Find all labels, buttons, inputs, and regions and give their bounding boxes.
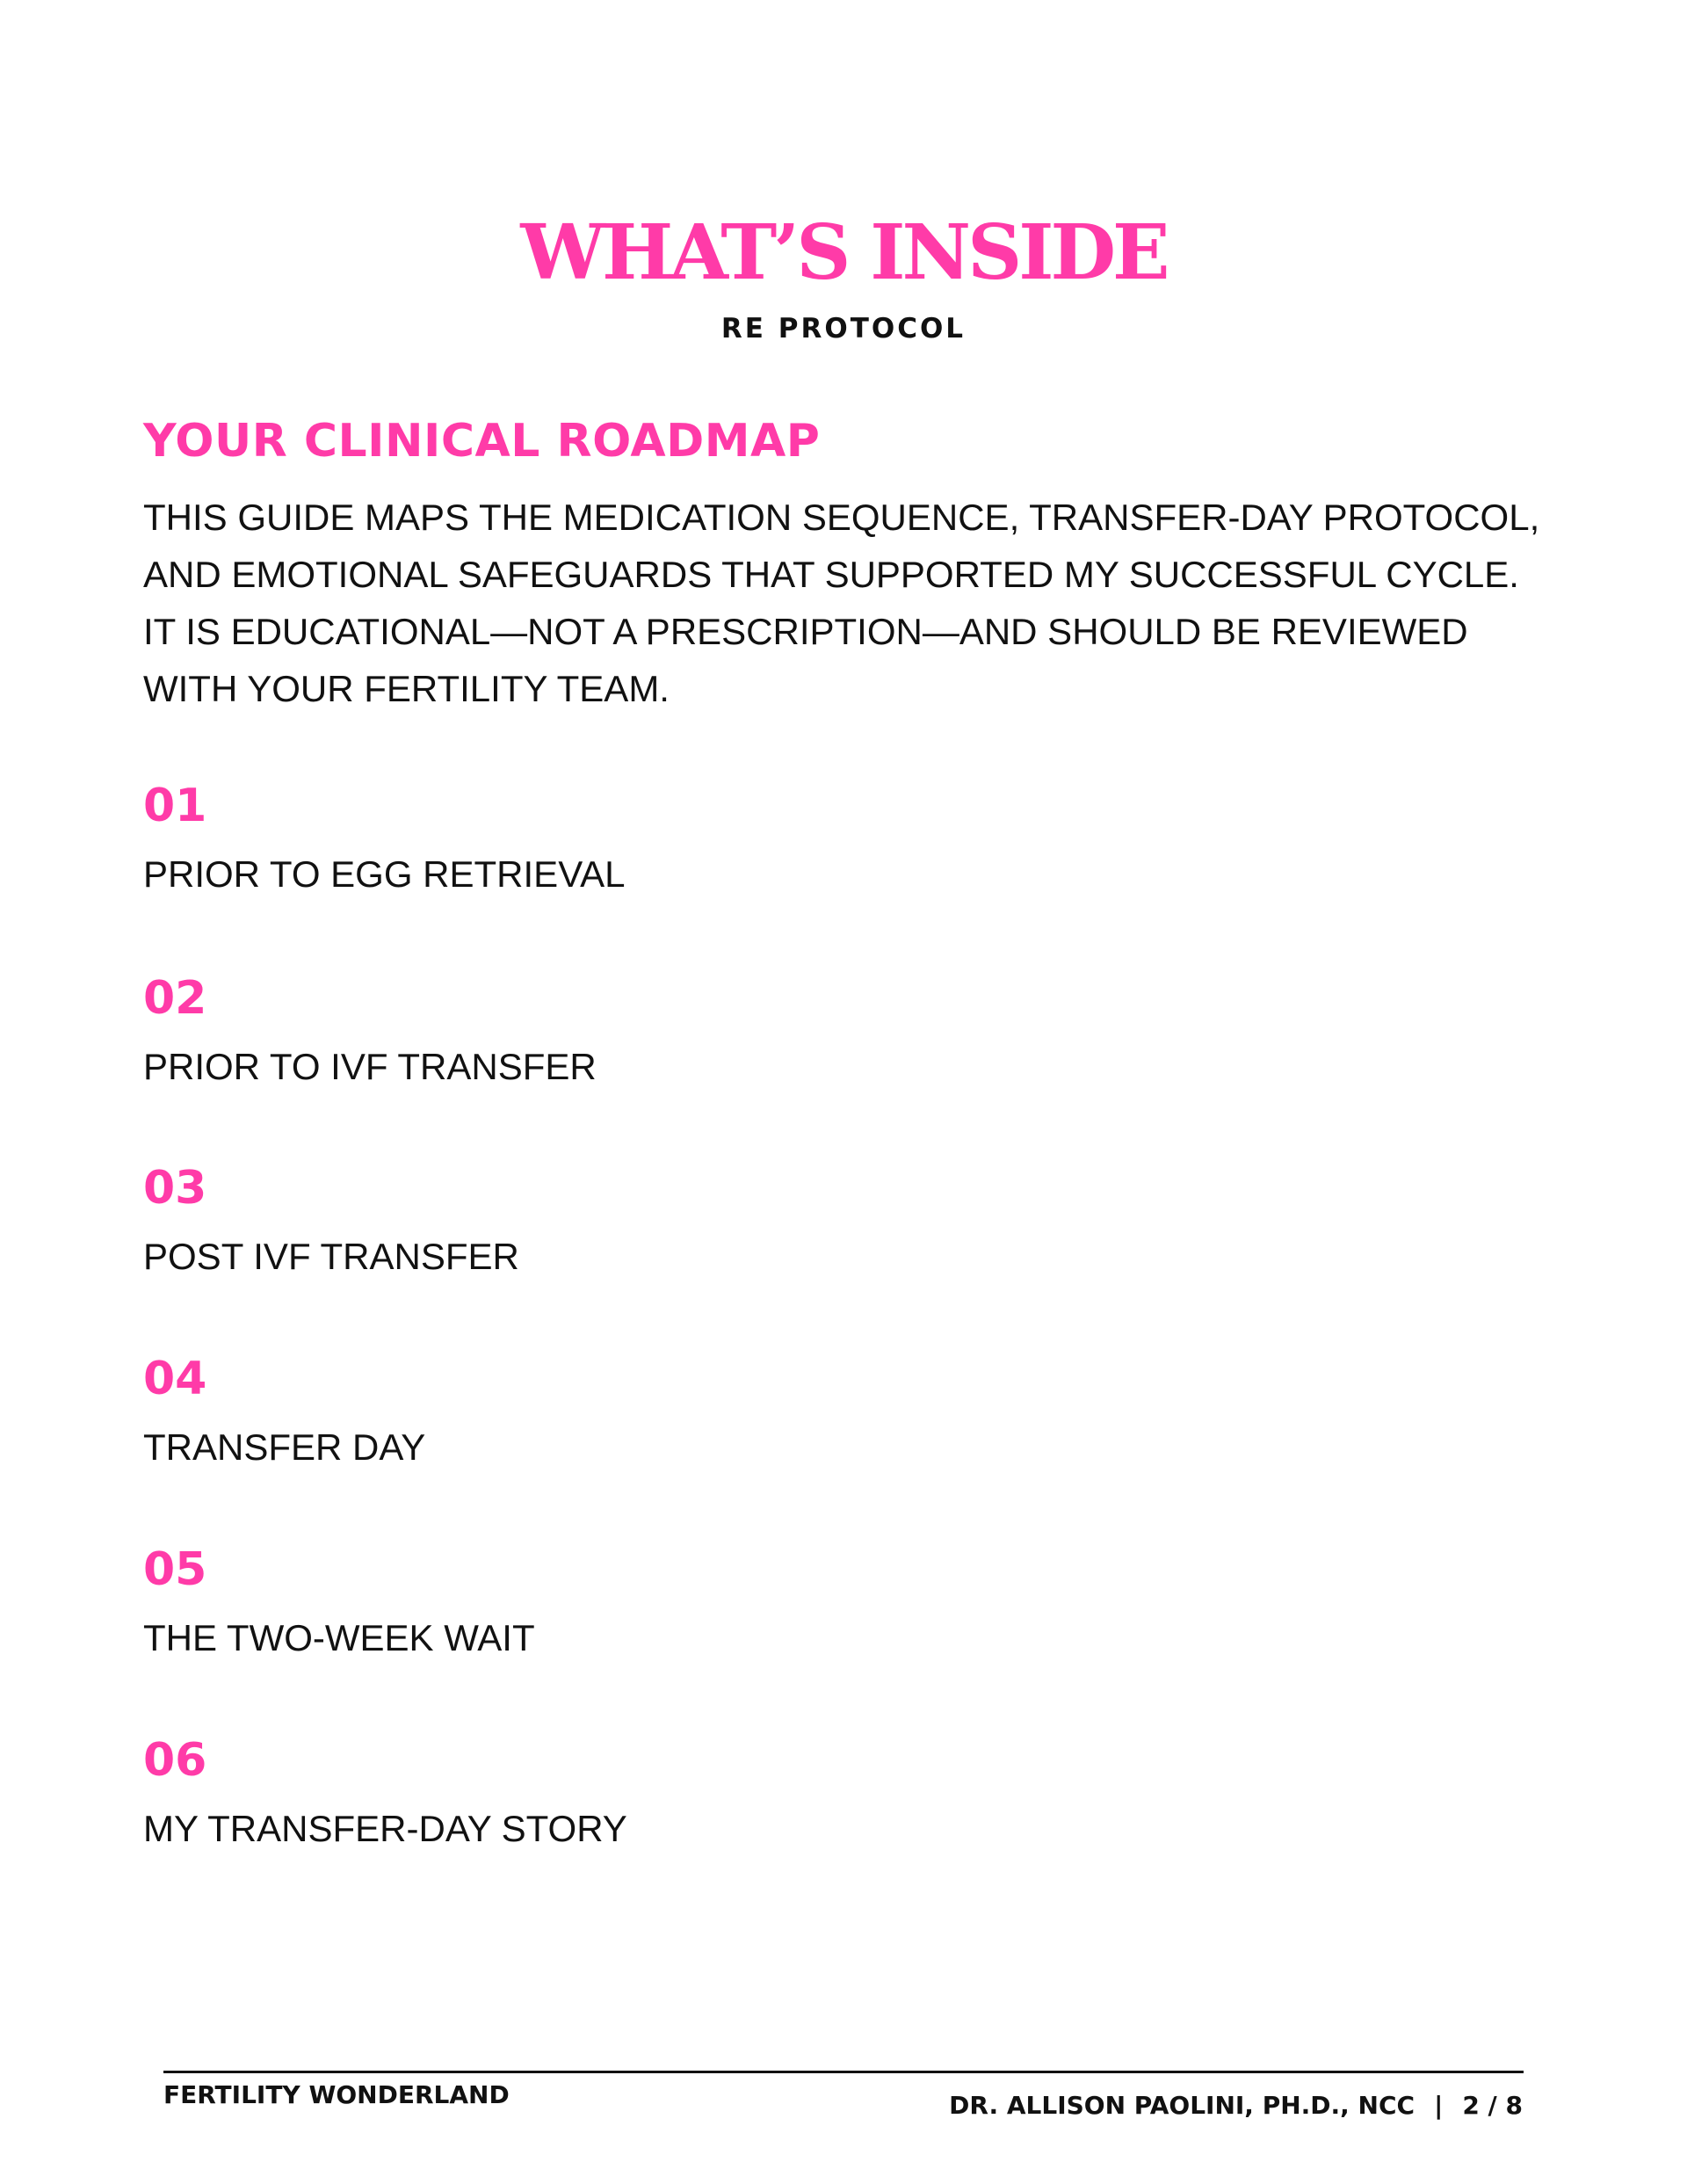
page-title: WHAT’S INSIDE [520, 208, 1167, 297]
intro-paragraph: THIS GUIDE MAPS THE MEDICATION SEQUENCE, TRANSFER-DAY PROTOCOL, AND EMOTIONAL SAFEGUARDS THAT SUPPORTED MY SUCCESSFUL CYCLE. IT IS EDUCATIONAL—NOT A PRESCRIPTION—AND SHOULD BE REVIEWED WITH YOUR FERTILITY TEAM. [143, 497, 1540, 709]
section-heading: YOUR CLINICAL ROADMAP [143, 415, 821, 468]
toc-item-label: POST IVF TRANSFER [143, 1236, 519, 1277]
toc-item-number: 03 [143, 1162, 207, 1215]
toc-item-number: 04 [143, 1353, 207, 1405]
toc-item-label: MY TRANSFER-DAY STORY [143, 1808, 627, 1849]
toc-item [143, 970, 597, 1091]
footer-author: DR. ALLISON PAOLINI, PH.D., NCC [949, 2091, 1415, 2120]
footer-separator: | [1434, 2091, 1444, 2120]
toc-item-number: 05 [143, 1543, 207, 1596]
toc-item-number: 02 [143, 972, 207, 1025]
toc-item-number: 01 [143, 780, 207, 832]
toc-item [143, 778, 625, 898]
toc-item [143, 1160, 519, 1281]
toc-item-label: THE TWO-WEEK WAIT [143, 1617, 535, 1658]
toc-item-number: 06 [143, 1734, 207, 1787]
page-subtitle: RE PROTOCOL [720, 313, 967, 345]
toc-item [143, 1732, 627, 1853]
toc-item [143, 1351, 425, 1471]
toc-item-label: PRIOR TO EGG RETRIEVAL [143, 853, 626, 895]
toc-item-label: TRANSFER DAY [143, 1426, 426, 1468]
footer-author-page [949, 2090, 1523, 2122]
footer-brand: FERTILITY WONDERLAND [163, 2080, 510, 2109]
page-number: 2 / 8 [1462, 2091, 1523, 2120]
toc-item-label: PRIOR TO IVF TRANSFER [143, 1046, 597, 1087]
footer-divider [163, 2071, 1524, 2073]
toc-item [143, 1542, 535, 1662]
